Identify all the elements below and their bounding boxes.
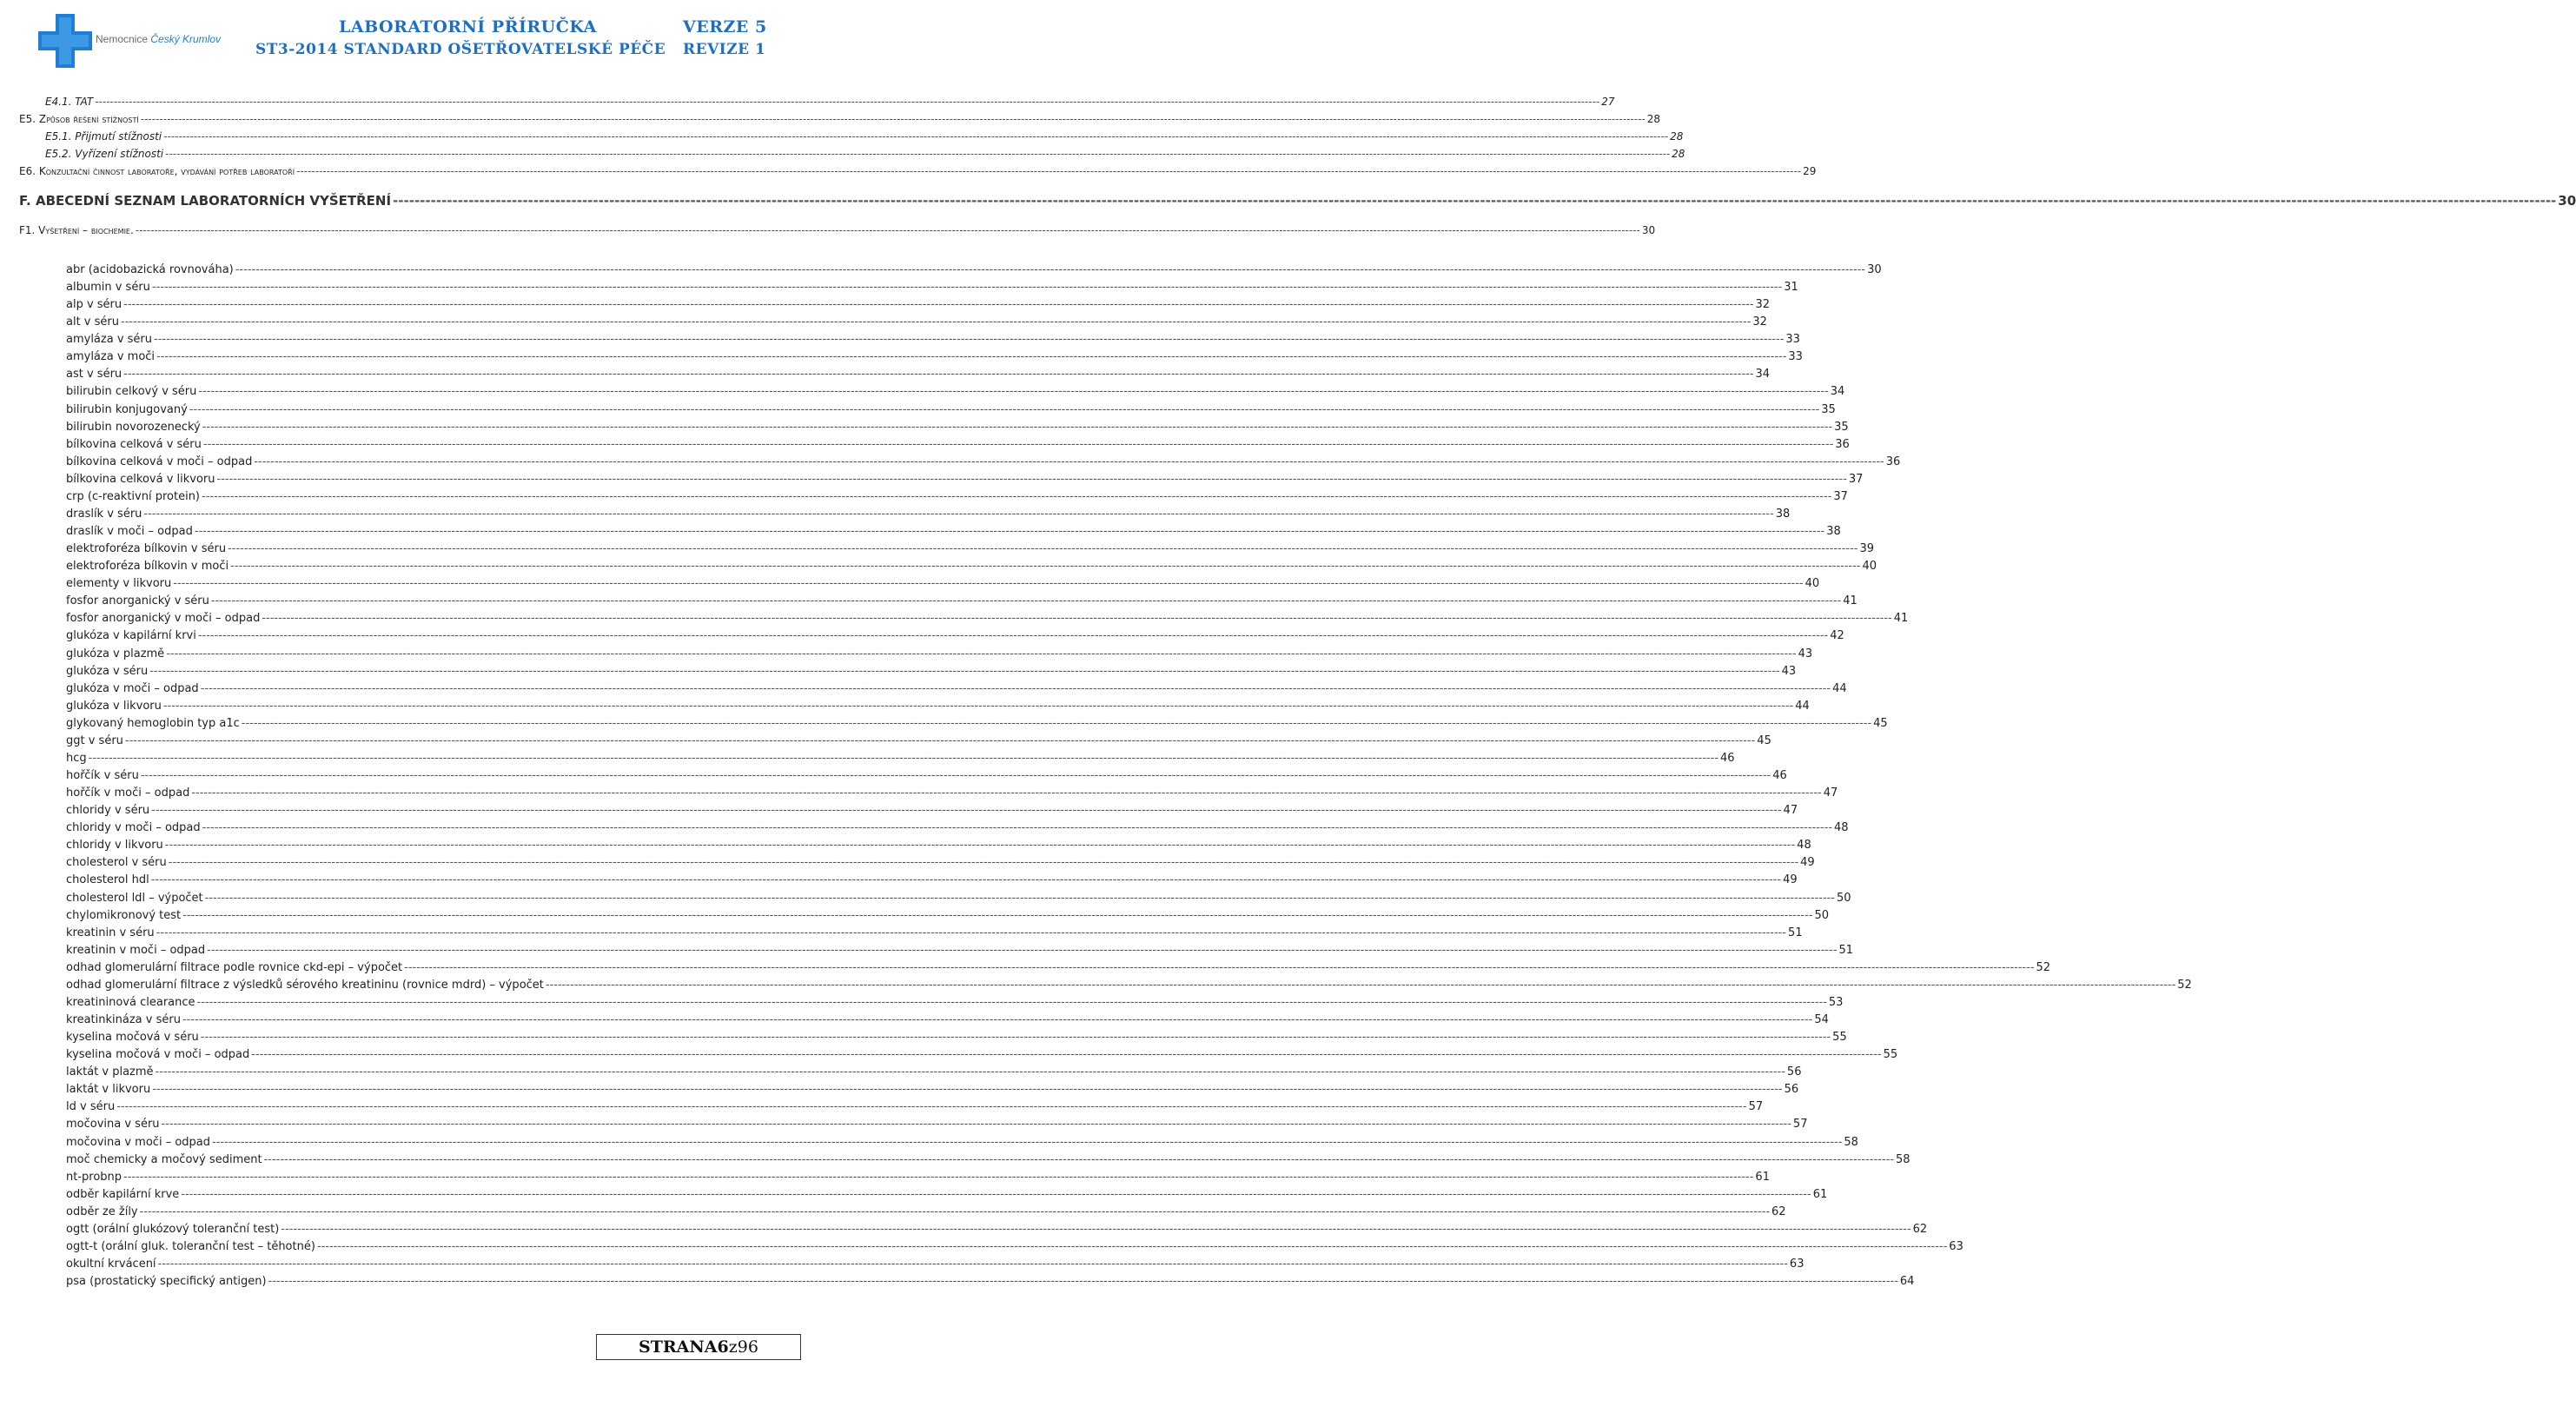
toc-page-number: 57 bbox=[1748, 1100, 1764, 1114]
toc-entry-row[interactable] bbox=[66, 908, 1830, 925]
toc-entry-label: moč chemicky a močový sediment bbox=[66, 1152, 262, 1166]
toc-entry-label: amyláza v moči bbox=[66, 350, 156, 364]
toc-leader: ---------------------------------------------------------------------------------------------------------------------------------------------------------------------------------------------------------------------------------------------------------------------------------------------------------------------------------------------------------------------------------------------------------------- bbox=[173, 577, 1804, 591]
toc-page-number: 43 bbox=[1781, 664, 1797, 678]
toc-leader: ---------------------------------------------------------------------------------------------------------------------------------------------------------------------------------------------------------------------------------------------------------------------------------------------------------------------------------------------------------------------------------------------------------------- bbox=[168, 856, 1799, 870]
toc-entry-row[interactable] bbox=[66, 333, 1800, 348]
toc-entry-label: bilirubin celkový v séru bbox=[66, 385, 197, 399]
toc-page-number: 45 bbox=[1873, 716, 1888, 730]
toc-page-number: 51 bbox=[1788, 926, 1803, 939]
toc-leader: ---------------------------------------------------------------------------------------------------------------------------------------------------------------------------------------------------------------------------------------------------------------------------------------------------------------------------------------------------------------------------------------------------------------- bbox=[95, 96, 1600, 108]
toc-entry-row[interactable] bbox=[66, 1170, 1770, 1186]
toc-page-number: 47 bbox=[1783, 804, 1798, 818]
toc-page-number: 58 bbox=[1844, 1135, 1858, 1149]
toc-page-number: 30 bbox=[2558, 193, 2576, 209]
toc-section-title: Způsob řešení stížností bbox=[38, 113, 139, 125]
toc-page-number: 30 bbox=[1867, 263, 1882, 276]
toc-page-number: 61 bbox=[1812, 1187, 1828, 1201]
toc-entry-label: glukóza v kapilární krvi bbox=[66, 629, 196, 643]
toc-entry-row[interactable] bbox=[66, 751, 1735, 767]
toc-entry-label: chloridy v séru bbox=[66, 804, 150, 818]
toc-entry-label: fosfor anorganický v moči – odpad bbox=[66, 612, 261, 626]
toc-entry-row[interactable] bbox=[66, 856, 1815, 872]
toc-entry-label: elementy v likvoru bbox=[66, 577, 172, 591]
toc-leader: ---------------------------------------------------------------------------------------------------------------------------------------------------------------------------------------------------------------------------------------------------------------------------------------------------------------------------------------------------------------------------------------------------------------- bbox=[202, 420, 1833, 434]
toc-entry-label: kreatinin v moči – odpad bbox=[66, 943, 206, 957]
toc-leader: ---------------------------------------------------------------------------------------------------------------------------------------------------------------------------------------------------------------------------------------------------------------------------------------------------------------------------------------------------------------------------------------------------------------- bbox=[161, 1118, 1791, 1132]
toc-entry-label: abr (acidobazická rovnováha) bbox=[66, 263, 234, 276]
toc-leader: ---------------------------------------------------------------------------------------------------------------------------------------------------------------------------------------------------------------------------------------------------------------------------------------------------------------------------------------------------------------------------------------------------------------- bbox=[196, 995, 1827, 1009]
toc-entry-row[interactable] bbox=[66, 560, 1877, 575]
toc-page-number: 28 bbox=[1672, 148, 1685, 160]
toc-page-number: 55 bbox=[1883, 1048, 1898, 1062]
toc-leader: ---------------------------------------------------------------------------------------------------------------------------------------------------------------------------------------------------------------------------------------------------------------------------------------------------------------------------------------------------------------------------------------------------------------- bbox=[200, 1031, 1831, 1045]
toc-entry-row[interactable] bbox=[66, 1152, 1910, 1169]
toc-leader: ---------------------------------------------------------------------------------------------------------------------------------------------------------------------------------------------------------------------------------------------------------------------------------------------------------------------------------------------------------------------------------------------------------------- bbox=[181, 1187, 1811, 1201]
toc-leader: ---------------------------------------------------------------------------------------------------------------------------------------------------------------------------------------------------------------------------------------------------------------------------------------------------------------------------------------------------------------------------------------------------------------- bbox=[156, 350, 1787, 364]
page-total: 96 bbox=[737, 1337, 758, 1357]
toc-leader: ---------------------------------------------------------------------------------------------------------------------------------------------------------------------------------------------------------------------------------------------------------------------------------------------------------------------------------------------------------------------------------------------------------------- bbox=[123, 368, 1754, 382]
revision-label: REVIZE 1 bbox=[683, 41, 766, 58]
toc-entry-row[interactable] bbox=[66, 455, 1901, 471]
page-number-box bbox=[596, 1334, 801, 1360]
toc-entry-label: močovina v séru bbox=[66, 1118, 160, 1132]
toc-page-number: 28 bbox=[1646, 113, 1661, 125]
toc-page-number: 43 bbox=[1798, 647, 1813, 660]
toc-section-number: E4.1. bbox=[45, 96, 76, 108]
toc-entry-row[interactable] bbox=[66, 489, 1848, 506]
toc-leader: ---------------------------------------------------------------------------------------------------------------------------------------------------------------------------------------------------------------------------------------------------------------------------------------------------------------------------------------------------------------------------------------------------------------- bbox=[149, 664, 1780, 678]
toc-leader: ---------------------------------------------------------------------------------------------------------------------------------------------------------------------------------------------------------------------------------------------------------------------------------------------------------------------------------------------------------------------------------------------------------------- bbox=[157, 1257, 1788, 1271]
toc-section-label bbox=[45, 148, 165, 160]
toc-page-number: 42 bbox=[1830, 629, 1844, 643]
toc-entry-row[interactable] bbox=[66, 542, 1875, 558]
toc-leader: ---------------------------------------------------------------------------------------------------------------------------------------------------------------------------------------------------------------------------------------------------------------------------------------------------------------------------------------------------------------------------------------------------------------- bbox=[88, 751, 1719, 765]
toc-page-number: 32 bbox=[1752, 315, 1767, 329]
toc-entry-label: bílkovina celková v likvoru bbox=[66, 472, 215, 486]
toc-page-number: 51 bbox=[1838, 943, 1854, 957]
toc-entry-label: odhad glomerulární filtrace z výsledků sérového kreatininu (rovnice mdrd) – výpočet bbox=[66, 978, 544, 992]
toc-entry-row[interactable] bbox=[66, 1135, 1858, 1151]
toc-section-number: E5.2. bbox=[45, 148, 76, 160]
toc-page-number: 40 bbox=[1805, 577, 1820, 591]
toc-leader: ---------------------------------------------------------------------------------------------------------------------------------------------------------------------------------------------------------------------------------------------------------------------------------------------------------------------------------------------------------------------------------------------------------------- bbox=[165, 148, 1671, 160]
toc-leader: ---------------------------------------------------------------------------------------------------------------------------------------------------------------------------------------------------------------------------------------------------------------------------------------------------------------------------------------------------------------------------------------------------------------- bbox=[121, 315, 1752, 329]
toc-leader: ---------------------------------------------------------------------------------------------------------------------------------------------------------------------------------------------------------------------------------------------------------------------------------------------------------------------------------------------------------------------------------------------------------------- bbox=[202, 821, 1833, 835]
toc-entry-label: bilirubin konjugovaný bbox=[66, 402, 188, 416]
toc-page-number: 38 bbox=[1775, 507, 1791, 521]
toc-section-row[interactable] bbox=[19, 165, 1817, 181]
toc-entry-label: odběr kapilární krve bbox=[66, 1187, 180, 1201]
toc-page-number: 62 bbox=[1771, 1205, 1786, 1218]
toc-leader: ---------------------------------------------------------------------------------------------------------------------------------------------------------------------------------------------------------------------------------------------------------------------------------------------------------------------------------------------------------------------------------------------------------------- bbox=[263, 1152, 1894, 1166]
toc-section-label bbox=[45, 130, 163, 143]
toc-leader: ---------------------------------------------------------------------------------------------------------------------------------------------------------------------------------------------------------------------------------------------------------------------------------------------------------------------------------------------------------------------------------------------------------------- bbox=[200, 681, 1831, 695]
toc-leader: ---------------------------------------------------------------------------------------------------------------------------------------------------------------------------------------------------------------------------------------------------------------------------------------------------------------------------------------------------------------------------------------------------------------- bbox=[116, 1100, 1747, 1114]
toc-page-number: 37 bbox=[1848, 472, 1864, 486]
toc-page-number: 54 bbox=[1814, 1013, 1829, 1026]
toc-leader: ---------------------------------------------------------------------------------------------------------------------------------------------------------------------------------------------------------------------------------------------------------------------------------------------------------------------------------------------------------------------------------------------------------------- bbox=[140, 113, 1646, 125]
toc-page-number: 56 bbox=[1786, 1065, 1802, 1079]
toc-page-number: 28 bbox=[1670, 130, 1684, 143]
toc-entry-label: elektroforéza bílkovin v moči bbox=[66, 560, 229, 574]
toc-section-title: Vyřízení stížnosti bbox=[75, 148, 164, 160]
toc-section-row[interactable] bbox=[45, 130, 1684, 146]
toc-page-number: 53 bbox=[1828, 995, 1844, 1009]
toc-entry-row[interactable] bbox=[66, 664, 1797, 680]
toc-entry-row[interactable] bbox=[66, 839, 1811, 854]
toc-section-number: F. bbox=[19, 193, 36, 209]
toc-page-number: 64 bbox=[1899, 1275, 1915, 1289]
toc-entry-row[interactable] bbox=[66, 873, 1798, 889]
toc-entry-row[interactable] bbox=[66, 1065, 1802, 1081]
hospital-logo-text: Nemocnice Český Krumlov bbox=[96, 33, 222, 45]
toc-leader: ---------------------------------------------------------------------------------------------------------------------------------------------------------------------------------------------------------------------------------------------------------------------------------------------------------------------------------------------------------------------------------------------------------------- bbox=[545, 978, 2176, 992]
toc-entry-label: ast v séru bbox=[66, 368, 123, 382]
toc-page-number: 35 bbox=[1834, 420, 1849, 434]
toc-leader: ---------------------------------------------------------------------------------------------------------------------------------------------------------------------------------------------------------------------------------------------------------------------------------------------------------------------------------------------------------------------------------------------------------------- bbox=[191, 786, 1822, 800]
toc-entry-row[interactable] bbox=[66, 1257, 1805, 1273]
toc-entry-label: chloridy v moči – odpad bbox=[66, 821, 201, 835]
toc-leader: ---------------------------------------------------------------------------------------------------------------------------------------------------------------------------------------------------------------------------------------------------------------------------------------------------------------------------------------------------------------------------------------------------------------- bbox=[262, 612, 1892, 626]
toc-entry-label: ld v séru bbox=[66, 1100, 116, 1114]
toc-entry-label: chloridy v likvoru bbox=[66, 839, 163, 853]
toc-entry-label: elektroforéza bílkovin v séru bbox=[66, 542, 227, 556]
toc-leader: ---------------------------------------------------------------------------------------------------------------------------------------------------------------------------------------------------------------------------------------------------------------------------------------------------------------------------------------------------------------------------------------------------------------- bbox=[228, 542, 1858, 556]
toc-entry-label: psa (prostatický specifický antigen) bbox=[66, 1275, 267, 1289]
manual-title: LABORATORNÍ PŘÍRUČKA bbox=[339, 17, 597, 37]
toc-entry-label: glukóza v likvoru bbox=[66, 699, 162, 713]
toc-entry-label: ogtt-t (orální gluk. toleranční test – těhotné) bbox=[66, 1239, 315, 1253]
toc-leader: ---------------------------------------------------------------------------------------------------------------------------------------------------------------------------------------------------------------------------------------------------------------------------------------------------------------------------------------------------------------------------------------------------------------- bbox=[123, 298, 1754, 312]
toc-leader: ---------------------------------------------------------------------------------------------------------------------------------------------------------------------------------------------------------------------------------------------------------------------------------------------------------------------------------------------------------------------------------------------------------------- bbox=[151, 281, 1783, 295]
toc-entry-label: hořčík v moči – odpad bbox=[66, 786, 190, 800]
toc-leader: ---------------------------------------------------------------------------------------------------------------------------------------------------------------------------------------------------------------------------------------------------------------------------------------------------------------------------------------------------------------------------------------------------------------- bbox=[143, 507, 1774, 521]
toc-entry-row[interactable] bbox=[66, 821, 1849, 837]
toc-page-number: 44 bbox=[1832, 681, 1847, 695]
toc-section-number: E5.1. bbox=[45, 130, 76, 143]
toc-page-number: 37 bbox=[1833, 489, 1848, 503]
toc-entry-row[interactable] bbox=[66, 804, 1798, 820]
toc-entry-row[interactable] bbox=[66, 1048, 1898, 1064]
toc-leader: ---------------------------------------------------------------------------------------------------------------------------------------------------------------------------------------------------------------------------------------------------------------------------------------------------------------------------------------------------------------------------------------------------------------- bbox=[156, 926, 1787, 939]
toc-entry-label: draslík v séru bbox=[66, 507, 142, 521]
toc-leader: ---------------------------------------------------------------------------------------------------------------------------------------------------------------------------------------------------------------------------------------------------------------------------------------------------------------------------------------------------------------------------------------------------------------- bbox=[316, 1239, 1948, 1253]
toc-leader: ---------------------------------------------------------------------------------------------------------------------------------------------------------------------------------------------------------------------------------------------------------------------------------------------------------------------------------------------------------------------------------------------------------------- bbox=[241, 716, 1872, 730]
toc-page-number: 34 bbox=[1830, 385, 1845, 399]
toc-entry-row[interactable] bbox=[66, 943, 1854, 959]
toc-entry-row[interactable] bbox=[66, 525, 1841, 541]
toc-page-number: 55 bbox=[1832, 1031, 1847, 1045]
toc-entry-label: odhad glomerulární filtrace podle rovnice ckd-epi – výpočet bbox=[66, 960, 403, 974]
toc-entry-label: laktát v plazmě bbox=[66, 1065, 154, 1079]
page-label: STRANA bbox=[639, 1337, 718, 1357]
toc-section-label bbox=[19, 165, 296, 177]
toc-entry-row[interactable] bbox=[66, 472, 1864, 488]
toc-entry-row[interactable] bbox=[66, 437, 1850, 454]
toc-page-number: 63 bbox=[1949, 1239, 1963, 1253]
toc-leader: ---------------------------------------------------------------------------------------------------------------------------------------------------------------------------------------------------------------------------------------------------------------------------------------------------------------------------------------------------------------------------------------------------------------- bbox=[163, 130, 1669, 143]
toc-entry-label: cholesterol ldl – výpočet bbox=[66, 891, 203, 905]
toc-entry-label: odběr ze žíly bbox=[66, 1205, 138, 1218]
toc-section-title: TAT bbox=[75, 96, 94, 108]
toc-section-row[interactable] bbox=[45, 148, 1685, 163]
toc-entry-row[interactable] bbox=[66, 1275, 1915, 1291]
toc-page-number: 56 bbox=[1784, 1083, 1799, 1097]
toc-page-number: 33 bbox=[1788, 350, 1803, 364]
toc-section-label bbox=[45, 96, 95, 108]
toc-entry-row[interactable] bbox=[66, 1031, 1847, 1046]
toc-page-number: 35 bbox=[1821, 402, 1836, 416]
toc-leader: ---------------------------------------------------------------------------------------------------------------------------------------------------------------------------------------------------------------------------------------------------------------------------------------------------------------------------------------------------------------------------------------------------------------- bbox=[296, 165, 1802, 177]
toc-section-label bbox=[19, 113, 141, 125]
toc-page-number: 29 bbox=[1803, 165, 1817, 177]
page-header bbox=[0, 0, 834, 80]
toc-entry-label: fosfor anorganický v séru bbox=[66, 594, 209, 608]
toc-leader: ---------------------------------------------------------------------------------------------------------------------------------------------------------------------------------------------------------------------------------------------------------------------------------------------------------------------------------------------------------------------------------------------------------------- bbox=[204, 891, 1836, 905]
page-current: 6 bbox=[717, 1337, 729, 1357]
toc-entry-row[interactable] bbox=[66, 402, 1836, 419]
toc-leader: ---------------------------------------------------------------------------------------------------------------------------------------------------------------------------------------------------------------------------------------------------------------------------------------------------------------------------------------------------------------------------------------------------------------- bbox=[212, 1135, 1843, 1149]
toc-page-number: 46 bbox=[1772, 769, 1787, 783]
toc-page-number: 62 bbox=[1912, 1222, 1928, 1236]
toc-section-title: Přijmutí stížnosti bbox=[75, 130, 162, 143]
toc-leader: ---------------------------------------------------------------------------------------------------------------------------------------------------------------------------------------------------------------------------------------------------------------------------------------------------------------------------------------------------------------------------------------------------------------- bbox=[251, 1048, 1882, 1062]
toc-section-row[interactable] bbox=[45, 96, 1615, 111]
version-label: VERZE 5 bbox=[683, 17, 767, 37]
toc-entry-row[interactable] bbox=[66, 594, 1858, 610]
toc-leader: ---------------------------------------------------------------------------------------------------------------------------------------------------------------------------------------------------------------------------------------------------------------------------------------------------------------------------------------------------------------------------------------------------------------- bbox=[151, 804, 1782, 818]
toc-section-title: Konzultační činnost laboratoře, vydávání potřeb laboratoří bbox=[38, 165, 295, 177]
toc-leader: ---------------------------------------------------------------------------------------------------------------------------------------------------------------------------------------------------------------------------------------------------------------------------------------------------------------------------------------------------------------------------------------------------------------- bbox=[182, 1013, 1813, 1026]
toc-entry-row[interactable] bbox=[66, 716, 1888, 733]
toc-page-number: 36 bbox=[1885, 455, 1901, 468]
toc-entry-row[interactable] bbox=[66, 891, 1851, 907]
toc-section-label bbox=[19, 224, 136, 236]
toc-page-number: 30 bbox=[1641, 224, 1656, 236]
toc-entry-label: glykovaný hemoglobin typ a1c bbox=[66, 716, 240, 730]
toc-leader: ---------------------------------------------------------------------------------------------------------------------------------------------------------------------------------------------------------------------------------------------------------------------------------------------------------------------------------------------------------------------------------------------------------------- bbox=[210, 594, 1842, 608]
toc-page-number: 48 bbox=[1797, 839, 1811, 853]
toc-leader: ---------------------------------------------------------------------------------------------------------------------------------------------------------------------------------------------------------------------------------------------------------------------------------------------------------------------------------------------------------------------------------------------------------------- bbox=[152, 1083, 1783, 1097]
toc-entry-label: ggt v séru bbox=[66, 733, 123, 747]
toc-entry-row[interactable] bbox=[66, 681, 1847, 698]
toc-entry-label: močovina v moči – odpad bbox=[66, 1135, 211, 1149]
toc-leader: ---------------------------------------------------------------------------------------------------------------------------------------------------------------------------------------------------------------------------------------------------------------------------------------------------------------------------------------------------------------------------------------------------------------- bbox=[182, 908, 1813, 922]
toc-entry-label: crp (c-reaktivní protein) bbox=[66, 489, 201, 503]
toc-entry-row[interactable] bbox=[66, 298, 1771, 314]
toc-entry-label: hcg bbox=[66, 751, 87, 765]
toc-entry-label: nt-probnp bbox=[66, 1170, 123, 1184]
toc-entry-row[interactable] bbox=[66, 699, 1810, 715]
toc-entry-row[interactable] bbox=[66, 263, 1882, 279]
toc-entry-row[interactable] bbox=[66, 733, 1771, 750]
toc-leader: ---------------------------------------------------------------------------------------------------------------------------------------------------------------------------------------------------------------------------------------------------------------------------------------------------------------------------------------------------------------------------------------------------------------- bbox=[194, 525, 1825, 539]
toc-entry-row[interactable] bbox=[66, 368, 1771, 383]
toc-leader: ---------------------------------------------------------------------------------------------------------------------------------------------------------------------------------------------------------------------------------------------------------------------------------------------------------------------------------------------------------------------------------------------------------------- bbox=[123, 1170, 1754, 1184]
toc-leader: ---------------------------------------------------------------------------------------------------------------------------------------------------------------------------------------------------------------------------------------------------------------------------------------------------------------------------------------------------------------------------------------------------------------- bbox=[216, 472, 1847, 486]
toc-page-number: 47 bbox=[1823, 786, 1838, 800]
toc-page-number: 48 bbox=[1834, 821, 1849, 835]
toc-entry-label: laktát v likvoru bbox=[66, 1083, 151, 1097]
toc-page-number: 52 bbox=[2177, 978, 2192, 992]
toc-leader: ---------------------------------------------------------------------------------------------------------------------------------------------------------------------------------------------------------------------------------------------------------------------------------------------------------------------------------------------------------------------------------------------------------------- bbox=[207, 943, 1838, 957]
toc-leader: ---------------------------------------------------------------------------------------------------------------------------------------------------------------------------------------------------------------------------------------------------------------------------------------------------------------------------------------------------------------------------------------------------------------- bbox=[124, 733, 1756, 747]
toc-page-number: 46 bbox=[1720, 751, 1735, 765]
toc-entry-row[interactable] bbox=[66, 1187, 1828, 1204]
toc-leader: ---------------------------------------------------------------------------------------------------------------------------------------------------------------------------------------------------------------------------------------------------------------------------------------------------------------------------------------------------------------------------------------------------------------- bbox=[230, 560, 1861, 574]
toc-entry-row[interactable] bbox=[66, 960, 2051, 977]
toc-leader: ---------------------------------------------------------------------------------------------------------------------------------------------------------------------------------------------------------------------------------------------------------------------------------------------------------------------------------------------------------------------------------------------------------------- bbox=[154, 333, 1785, 347]
toc-entry-label: bilirubin novorozenecký bbox=[66, 420, 201, 434]
toc-entry-label: chylomikronový test bbox=[66, 908, 182, 922]
toc-leader: ---------------------------------------------------------------------------------------------------------------------------------------------------------------------------------------------------------------------------------------------------------------------------------------------------------------------------------------------------------------------------------------------------------------- bbox=[155, 1065, 1785, 1079]
toc-page-number: 45 bbox=[1757, 733, 1771, 747]
toc-entry-label: amyláza v séru bbox=[66, 333, 153, 347]
page-of: z bbox=[728, 1337, 738, 1357]
toc-leader: ---------------------------------------------------------------------------------------------------------------------------------------------------------------------------------------------------------------------------------------------------------------------------------------------------------------------------------------------------------------------------------------------------------------- bbox=[135, 224, 1640, 236]
toc-page-number: 50 bbox=[1837, 891, 1851, 905]
toc-entry-label: bílkovina celková v moči – odpad bbox=[66, 455, 253, 468]
toc-entry-label: glukóza v moči – odpad bbox=[66, 681, 199, 695]
toc-section-row[interactable] bbox=[19, 193, 2576, 209]
toc-leader: ---------------------------------------------------------------------------------------------------------------------------------------------------------------------------------------------------------------------------------------------------------------------------------------------------------------------------------------------------------------------------------------------------------------- bbox=[254, 455, 1884, 468]
toc-entry-label: kyselina močová v séru bbox=[66, 1031, 199, 1045]
toc-page-number: 44 bbox=[1795, 699, 1810, 713]
toc-entry-row[interactable] bbox=[66, 769, 1787, 785]
toc-entry-row[interactable] bbox=[66, 1118, 1808, 1133]
toc-leader: ---------------------------------------------------------------------------------------------------------------------------------------------------------------------------------------------------------------------------------------------------------------------------------------------------------------------------------------------------------------------------------------------------------------- bbox=[235, 263, 1866, 276]
toc-entry-row[interactable] bbox=[66, 315, 1767, 331]
toc-section-row[interactable] bbox=[19, 113, 1661, 129]
toc-page-number: 32 bbox=[1755, 298, 1771, 312]
toc-entry-row[interactable] bbox=[66, 978, 2192, 994]
toc-entry-label: alt v séru bbox=[66, 315, 119, 329]
toc-entry-row[interactable] bbox=[66, 1013, 1829, 1029]
toc-page-number: 61 bbox=[1755, 1170, 1770, 1184]
toc-page-number: 50 bbox=[1814, 908, 1830, 922]
manual-subtitle: ST3-2014 STANDARD OŠETŘOVATELSKÉ PÉČE bbox=[255, 41, 666, 58]
toc-page-number: 27 bbox=[1601, 96, 1615, 108]
toc-page-number: 38 bbox=[1826, 525, 1841, 539]
toc-entry-label: okultní krvácení bbox=[66, 1257, 156, 1271]
toc-entry-row[interactable] bbox=[66, 1100, 1764, 1116]
toc-entry-row[interactable] bbox=[66, 420, 1849, 436]
toc-page-number: 57 bbox=[1792, 1118, 1808, 1132]
toc-entry-label: albumin v séru bbox=[66, 281, 150, 295]
toc-leader: ---------------------------------------------------------------------------------------------------------------------------------------------------------------------------------------------------------------------------------------------------------------------------------------------------------------------------------------------------------------------------------------------------------------- bbox=[202, 437, 1834, 451]
toc-leader: ---------------------------------------------------------------------------------------------------------------------------------------------------------------------------------------------------------------------------------------------------------------------------------------------------------------------------------------------------------------------------------------------------------------- bbox=[140, 769, 1771, 783]
toc-entry-row[interactable] bbox=[66, 350, 1803, 366]
toc-entry-label: kyselina močová v moči – odpad bbox=[66, 1048, 250, 1062]
toc-entry-row[interactable] bbox=[66, 612, 1909, 627]
toc-page-number: 34 bbox=[1755, 368, 1771, 382]
toc-page-number: 36 bbox=[1835, 437, 1850, 451]
toc-page-number: 41 bbox=[1843, 594, 1858, 608]
toc-leader: ---------------------------------------------------------------------------------------------------------------------------------------------------------------------------------------------------------------------------------------------------------------------------------------------------------------------------------------------------------------------------------------------------------------- bbox=[189, 402, 1820, 416]
toc-leader: ---------------------------------------------------------------------------------------------------------------------------------------------------------------------------------------------------------------------------------------------------------------------------------------------------------------------------------------------------------------------------------------------------------------- bbox=[164, 839, 1796, 853]
toc-section-title: Vyšetření – biochemie. bbox=[38, 224, 134, 236]
toc-page-number: 33 bbox=[1785, 333, 1800, 347]
toc-leader: ---------------------------------------------------------------------------------------------------------------------------------------------------------------------------------------------------------------------------------------------------------------------------------------------------------------------------------------------------------------------------------------------------------------- bbox=[404, 960, 2035, 974]
toc-entry-row[interactable] bbox=[66, 507, 1791, 523]
toc-entry-row[interactable] bbox=[66, 647, 1813, 663]
toc-leader: ---------------------------------------------------------------------------------------------------------------------------------------------------------------------------------------------------------------------------------------------------------------------------------------------------------------------------------------------------------------------------------------------------------------- bbox=[139, 1205, 1771, 1218]
toc-leader: ---------------------------------------------------------------------------------------------------------------------------------------------------------------------------------------------------------------------------------------------------------------------------------------------------------------------------------------------------------------------------------------------------------------- bbox=[166, 647, 1797, 660]
toc-leader: ---------------------------------------------------------------------------------------------------------------------------------------------------------------------------------------------------------------------------------------------------------------------------------------------------------------------------------------------------------------------------------------------------------------- bbox=[281, 1222, 1911, 1236]
toc-leader: ---------------------------------------------------------------------------------------------------------------------------------------------------------------------------------------------------------------------------------------------------------------------------------------------------------------------------------------------------------------------------------------------------------------- bbox=[162, 699, 1794, 713]
toc-page-number: 58 bbox=[1895, 1152, 1910, 1166]
toc-entry-row[interactable] bbox=[66, 1205, 1786, 1221]
toc-page-number: 41 bbox=[1893, 612, 1909, 626]
toc-section-title: ABECEDNÍ SEZNAM LABORATORNÍCH VYŠETŘENÍ bbox=[35, 193, 392, 209]
toc-page-number: 49 bbox=[1800, 856, 1815, 870]
toc-leader: ---------------------------------------------------------------------------------------------------------------------------------------------------------------------------------------------------------------------------------------------------------------------------------------------------------------------------------------------------------------------------------------------------------------- bbox=[268, 1275, 1898, 1289]
toc-entry-row[interactable] bbox=[66, 1083, 1799, 1098]
toc-leader: ---------------------------------------------------------------------------------------------------------------------------------------------------------------------------------------------------------------------------------------------------------------------------------------------------------------------------------------------------------------------------------------------------------------- bbox=[150, 873, 1782, 887]
toc-entry-row[interactable] bbox=[66, 281, 1798, 296]
toc-entry-label: ogtt (orální glukózový toleranční test) bbox=[66, 1222, 280, 1236]
toc-leader: ---------------------------------------------------------------------------------------------------------------------------------------------------------------------------------------------------------------------------------------------------------------------------------------------------------------------------------------------------------------------------------------------------------------- bbox=[198, 385, 1829, 399]
toc-entry-label: alp v séru bbox=[66, 298, 123, 312]
toc-entry-row[interactable] bbox=[66, 1239, 1963, 1256]
hospital-cross-icon bbox=[38, 14, 92, 68]
toc-entry-row[interactable] bbox=[66, 577, 1820, 593]
toc-entry-label: glukóza v séru bbox=[66, 664, 149, 678]
toc-page-number: 52 bbox=[2036, 960, 2051, 974]
toc-page-number: 40 bbox=[1862, 560, 1877, 574]
toc-entry-label: kreatinin v séru bbox=[66, 926, 155, 939]
toc-entry-row[interactable] bbox=[66, 786, 1838, 802]
toc-entry-row[interactable] bbox=[66, 995, 1844, 1012]
toc-leader: ---------------------------------------------------------------------------------------------------------------------------------------------------------------------------------------------------------------------------------------------------------------------------------------------------------------------------------------------------------------------------------------------------------------- bbox=[202, 489, 1832, 503]
toc-entry-label: glukóza v plazmě bbox=[66, 647, 165, 660]
toc-entry-row[interactable] bbox=[66, 385, 1845, 401]
toc-leader: ---------------------------------------------------------------------------------------------------------------------------------------------------------------------------------------------------------------------------------------------------------------------------------------------------------------------------------------------------------------------------------------------------------------- bbox=[393, 193, 2557, 209]
toc-entry-label: hořčík v séru bbox=[66, 769, 139, 783]
toc-entry-row[interactable] bbox=[66, 1222, 1928, 1238]
toc-section-label bbox=[19, 193, 393, 209]
toc-entry-label: cholesterol v séru bbox=[66, 856, 167, 870]
toc-section-number: E6. bbox=[19, 165, 39, 177]
toc-leader: ---------------------------------------------------------------------------------------------------------------------------------------------------------------------------------------------------------------------------------------------------------------------------------------------------------------------------------------------------------------------------------------------------------------- bbox=[197, 629, 1829, 643]
toc-entry-label: kreatininová clearance bbox=[66, 995, 195, 1009]
toc-entry-label: cholesterol hdl bbox=[66, 873, 149, 887]
toc-section-number: F1. bbox=[19, 224, 39, 236]
toc-section-number: E5. bbox=[19, 113, 39, 125]
toc-entry-label: kreatinkináza v séru bbox=[66, 1013, 181, 1026]
toc-section-row[interactable] bbox=[19, 224, 1656, 240]
toc-page-number: 31 bbox=[1784, 281, 1798, 295]
toc-entry-row[interactable] bbox=[66, 629, 1844, 645]
toc-page-number: 49 bbox=[1783, 873, 1798, 887]
toc-entry-label: bílkovina celková v séru bbox=[66, 437, 202, 451]
toc-page-number: 63 bbox=[1789, 1257, 1805, 1271]
toc-entry-label: draslík v moči – odpad bbox=[66, 525, 193, 539]
toc-page-number: 39 bbox=[1859, 542, 1875, 556]
toc-entry-row[interactable] bbox=[66, 926, 1803, 942]
